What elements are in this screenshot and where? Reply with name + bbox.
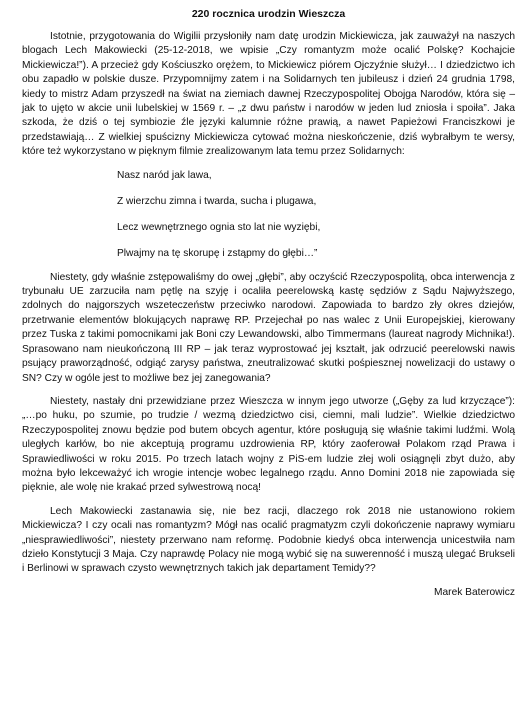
poem-line: Nasz naród jak lawa, xyxy=(117,169,212,181)
body-paragraph: Lech Makowiecki zastanawia się, nie bez racji, dlaczego rok 2018 nie ustanowiono rokiem Mickiewicza? I czy ocali nas romantyzm? Mógł nas ocalić pragmatyzm czyli dokończenie naprawy wymiaru „niesprawiedliwości”, niestety przerwano nam reformę. Podobnie kiedyś obca interwencja unicestwiła nam dzieło Konstytucji 3 Maja. Czy naprawdę Polacy nie mogą wybić się na suwerenność i muszą ulegać Brukseli i Berlinowi w sprawach czysto wewnętrznych takich jak departament Temidy?? xyxy=(22,505,515,575)
article-title: 220 rocznica urodzin Wieszcza xyxy=(191,8,346,20)
poem-line: Lecz wewnętrznego ognia sto lat nie wyziębi, xyxy=(117,221,321,233)
body-paragraph: Niestety, gdy właśnie zstępowaliśmy do owej „głębi”, aby oczyścić Rzeczypospolitą, obca interwencja z trybunału UE zarzuciła nam pętlę na szyję i ocaliła peerelowską kastę sędziów z Sądu Najwyższego, zdolnych do najgorszych wszeteczeństw przeciwko narodowi. Zapowiada to bardzo zły okres dziejów, przetrwanie elementów blokujących naprawę RP. Przejechał po nas walec z Unii Europejskiej, kierowany przez Tuska z takimi pomocnikami jak Boni czy Lewandowski, albo Timmermans (laureat nagrody Michnika!). Sprasowano nam nieukończoną III RP – jak teraz wyprostować jej kształt, jak odrzucić peerelowski nawis psujący praworządność, odgiąć zarysy państwa, zneutralizować skutki pośpiesznej nowelizacji do ustawy o SN? Czy w ogóle jest to możliwe bez jej zanegowania? xyxy=(22,271,515,384)
poem-quote xyxy=(117,169,515,261)
poem-line: Z wierzchu zimna i twarda, sucha i plugawa, xyxy=(117,195,317,207)
intro-paragraph: Istotnie, przygotowania do Wigilii przysłoniły nam datę urodzin Mickiewicza, jak zauważył na naszych blogach Lech Makowiecki (25-12-2018, we wpisie „Czy romantyzm może ocalić Polskę? Kochajcie Mickiewicza!”). A przecież gdy Kościuszko orężem, to Mickiewicz piórem Ojczyźnie służył… I dziedzictwo ich obu zapadło w polskie dusze. Przypomnijmy zatem i na Solidarnych ten jubileusz i dzień 24 grudnia 1798, kiedy to mistrz Adam przyszedł na świat na ziemiach dawnej Rzeczypospolitej Obojga Narodów, która się – jak to ujęto w akcie unii lubelskiej w 1569 r. – „z dwu państw i narodów w jeden lud zniosła i spoiła”. Jaka szkoda, że dziś o tej symbiozie źle języki kalumnie różne prawią, a nawet Papieżowi Franciszkowi je przedstawiają… Z wielkiej spuścizny Mickiewicza cytować można nieskończenie, dziś wybrałbym te wersy, które też wykorzystano w pięknym filmie zrealizowanym lata temu przez Solidarnych: xyxy=(22,31,515,158)
author-signature: Marek Baterowicz xyxy=(434,586,515,598)
poem-line: Plwajmy na tę skorupę i zstąpmy do głębi…” xyxy=(117,247,318,259)
body-paragraph: Niestety, nastały dni przewidziane przez Wieszcza w innym jego utworze („Gęby za lud krzyczące”): „…po huku, po szumie, po trudzie / wezmą dziedzictwo cisi, ciemni, mali ludzie”. Wielkie dziedzictwo Rzeczypospolitej znowu będzie pod butem obcych agentur, które posługują się właśnie takimi ludźmi. Wolą uległych karłów, bo nie akceptują programu uzdrowienia RP, który zaoferował Polakom rząd Prawa i Sprawiedliwości w roku 2015. Po trzech latach wojny z PiS-em ludzie złej woli osiągnęli zbyt dużo, aby można było lekceważyć ich wrogie intencje wobec legalnego rządu. Anno Domini 2018 nie zapowiada się pięknie, ale wolę nie krakać przed sylwestrową nocą! xyxy=(22,395,515,494)
